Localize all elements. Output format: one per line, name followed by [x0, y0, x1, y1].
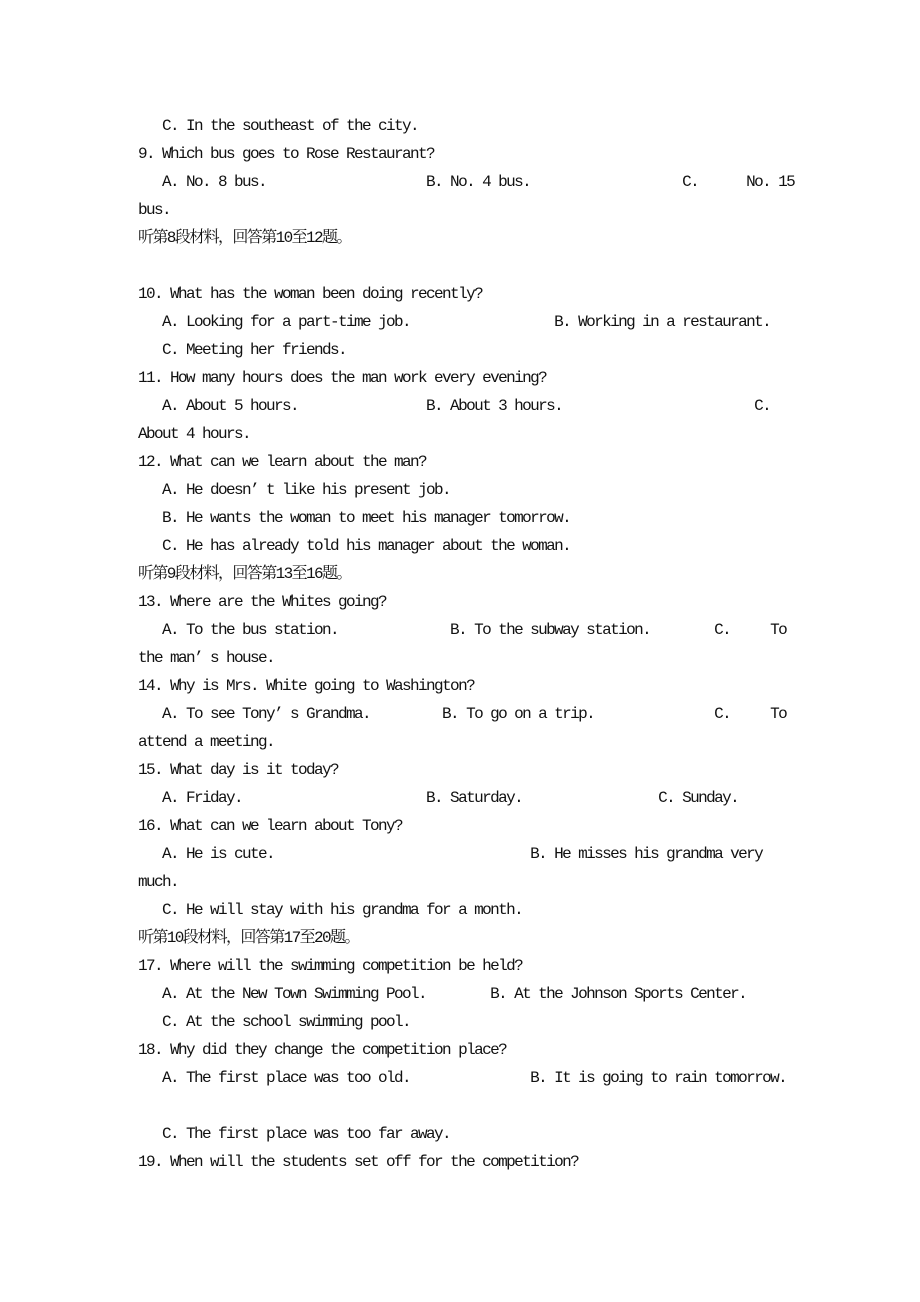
- text-line: 17. Where will the swimming competition be held?: [138, 957, 523, 975]
- text-line: 10. What has the woman been doing recently?: [138, 285, 483, 303]
- text-line: A. About 5 hours. B. About 3 hours. C.: [138, 397, 771, 415]
- text-line: 12. What can we learn about the man?: [138, 453, 427, 471]
- text-line: C. Meeting her friends.: [138, 341, 347, 359]
- text-line: C. In the southeast of the city.: [138, 117, 419, 135]
- text-line: About 4 hours.: [138, 425, 251, 443]
- text-line: A. To see Tony’ s Grandma. B. To go on a trip. C. To: [138, 705, 787, 723]
- text-line: C. He has already told his manager about the woman.: [138, 537, 571, 555]
- text-line: A. At the New Town Swimming Pool. B. At the Johnson Sports Center.: [138, 985, 747, 1003]
- text-line: A. Friday. B. Saturday. C. Sunday.: [138, 789, 739, 807]
- text-line: B. He wants the woman to meet his manager tomorrow.: [138, 509, 571, 527]
- text-line: C. At the school swimming pool.: [138, 1013, 411, 1031]
- text-line: 听第8段材料，回答第10至12题。: [138, 229, 351, 247]
- text-line: A. Looking for a part-time job. B. Working in a restaurant.: [138, 313, 771, 331]
- text-line: 15. What day is it today?: [138, 761, 339, 779]
- text-line: bus.: [138, 201, 171, 219]
- text-line: 听第9段材料，回答第13至16题。: [138, 565, 351, 583]
- text-line: 13. Where are the Whites going?: [138, 593, 387, 611]
- text-line: much.: [138, 873, 179, 891]
- text-line: 9. Which bus goes to Rose Restaurant?: [138, 145, 435, 163]
- document-lines: [138, 112, 920, 1176]
- text-line: attend a meeting.: [138, 733, 275, 751]
- text-line: [138, 1092, 920, 1120]
- text-line: C. He will stay with his grandma for a month.: [138, 901, 523, 919]
- text-line: A. The first place was too old. B. It is going to rain tomorrow.: [138, 1069, 787, 1087]
- text-line: 听第10段材料，回答第17至20题。: [138, 929, 359, 947]
- text-line: 16. What can we learn about Tony?: [138, 817, 403, 835]
- text-line: A. He is cute. B. He misses his grandma very: [138, 845, 763, 863]
- text-line: 14. Why is Mrs. White going to Washington?: [138, 677, 475, 695]
- text-line: A. No. 8 bus. B. No. 4 bus. C. No. 15: [138, 173, 795, 191]
- text-line: 19. When will the students set off for the competition?: [138, 1153, 579, 1171]
- text-line: the man’ s house.: [138, 649, 275, 667]
- text-line: 11. How many hours does the man work every evening?: [138, 369, 547, 387]
- text-line: A. He doesn’ t like his present job.: [138, 481, 451, 499]
- text-line: A. To the bus station. B. To the subway station. C. To: [138, 621, 787, 639]
- text-line: 18. Why did they change the competition place?: [138, 1041, 507, 1059]
- text-line: C. The first place was too far away.: [138, 1125, 451, 1143]
- text-line: [138, 252, 920, 280]
